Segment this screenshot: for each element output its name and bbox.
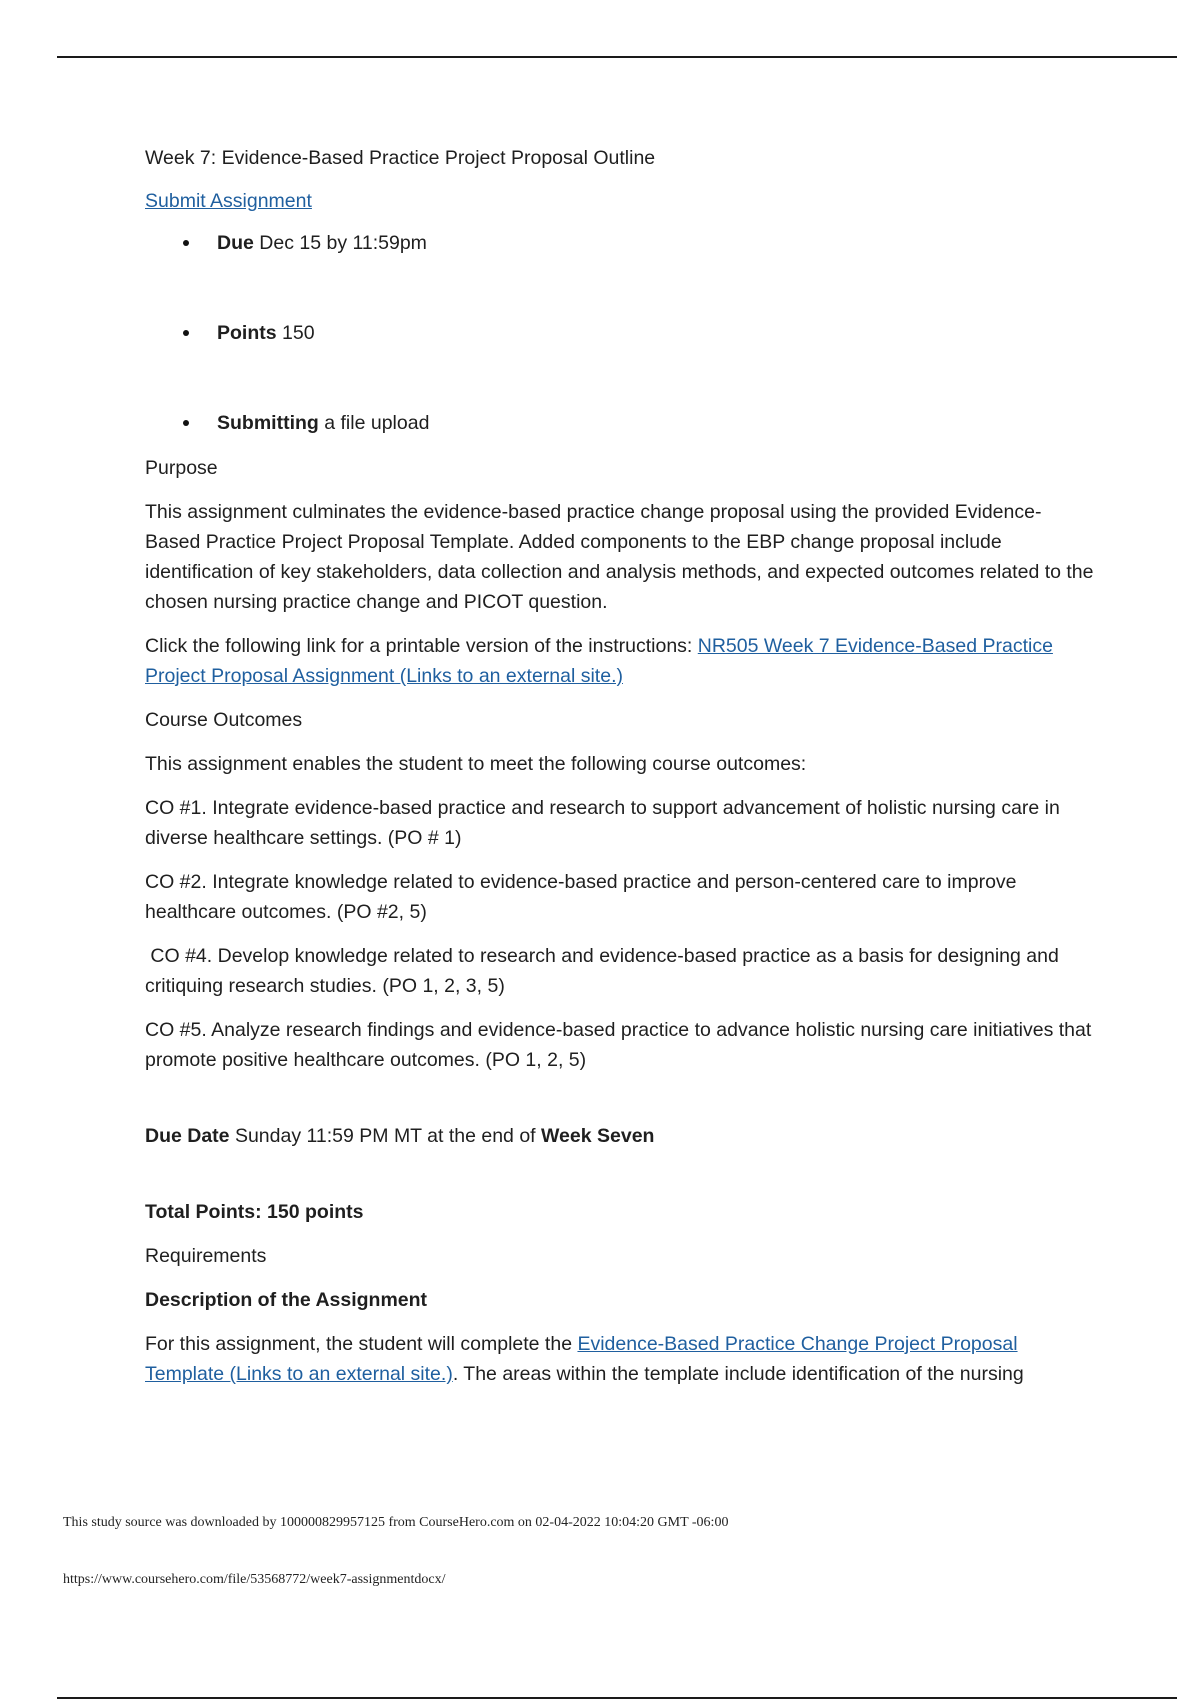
printable-instructions-link[interactable]: NR505 Week 7 Evidence-Based Practice Project Proposal Assignment (Links to an external site.) <box>145 635 1053 687</box>
meta-submitting <box>145 408 1095 438</box>
course-outcomes-heading: Course Outcomes <box>145 709 303 731</box>
printable-link-paragraph <box>145 631 1095 691</box>
requirements-heading: Requirements <box>145 1245 267 1267</box>
description-body-rest: . The areas within the template include identification of the nursing <box>452 1363 1024 1385</box>
course-outcome-5: CO #5. Analyze research findings and evidence-based practice to advance holistic nursing care initiatives that promote positive healthcare outcomes. (PO 1, 2, 5) <box>145 1019 1092 1071</box>
bullet-icon <box>183 330 189 336</box>
template-link[interactable]: Evidence-Based Practice Change Project Proposal Template (Links to an external site.) <box>145 1333 1018 1385</box>
description-heading-text: Description of the Assignment <box>145 1289 428 1311</box>
meta-due <box>145 228 1095 258</box>
course-outcome-2: CO #2. Integrate knowledge related to evidence-based practice and person-centered care to improve healthcare outcomes. (PO #2, 5) <box>145 871 1017 923</box>
meta-due-label: Due <box>217 232 254 254</box>
course-outcome-1: CO #1. Integrate evidence-based practice and research to support advancement of holistic nursing care in diverse healthcare settings. (PO # 1) <box>145 797 1060 849</box>
description-heading <box>145 1285 1095 1315</box>
page-title: Week 7: Evidence-Based Practice Project Proposal Outline <box>145 147 656 169</box>
course-outcomes-intro: This assignment enables the student to meet the following course outcomes: <box>145 753 807 775</box>
meta-submitting-value: a file upload <box>324 412 430 434</box>
due-date-middle: Sunday 11:59 PM MT at the end of <box>229 1125 541 1147</box>
due-date-week: Week Seven <box>541 1125 655 1147</box>
course-outcome-4: CO #4. Develop knowledge related to research and evidence-based practice as a basis for designing and critiquing research studies. (PO 1, 2, 3, 5) <box>145 945 1065 997</box>
purpose-body: This assignment culminates the evidence-based practice change proposal using the provided Evidence-Based Practice Project Proposal Template. Added components to the EBP change proposal include identification of key stakeholders, data collection and analysis methods, and expected outcomes related to the chosen nursing practice change and PICOT question. <box>145 501 1094 613</box>
purpose-heading: Purpose <box>145 457 218 479</box>
printable-link-intro: Click the following link for a printable version of the instructions: <box>145 635 698 657</box>
meta-points <box>145 318 1095 348</box>
submit-assignment-link[interactable]: Submit Assignment <box>145 190 312 212</box>
meta-submitting-label: Submitting <box>217 412 319 434</box>
description-body <box>145 1329 1095 1389</box>
source-url: https://www.coursehero.com/file/53568772/week7-assignmentdocx/ <box>63 1572 446 1587</box>
bullet-icon <box>183 420 189 426</box>
description-body-intro: For this assignment, the student will complete the <box>145 1333 578 1355</box>
top-rule <box>57 56 1177 58</box>
meta-due-value: Dec 15 by 11:59pm <box>259 232 427 254</box>
meta-points-label: Points <box>217 322 277 344</box>
download-notice: This study source was downloaded by 100000829957125 from CourseHero.com on 02-04-2022 10:04:20 GMT -06:00 <box>63 1515 729 1530</box>
bottom-rule <box>57 1697 1177 1699</box>
document-body <box>145 143 1095 1403</box>
due-date-label: Due Date <box>145 1125 230 1147</box>
due-date-line <box>145 1121 1095 1151</box>
meta-points-value: 150 <box>282 322 315 344</box>
assignment-meta-list <box>145 228 1095 438</box>
bullet-icon <box>183 240 189 246</box>
total-points-text: Total Points: 150 points <box>145 1201 364 1223</box>
total-points <box>145 1197 1095 1227</box>
